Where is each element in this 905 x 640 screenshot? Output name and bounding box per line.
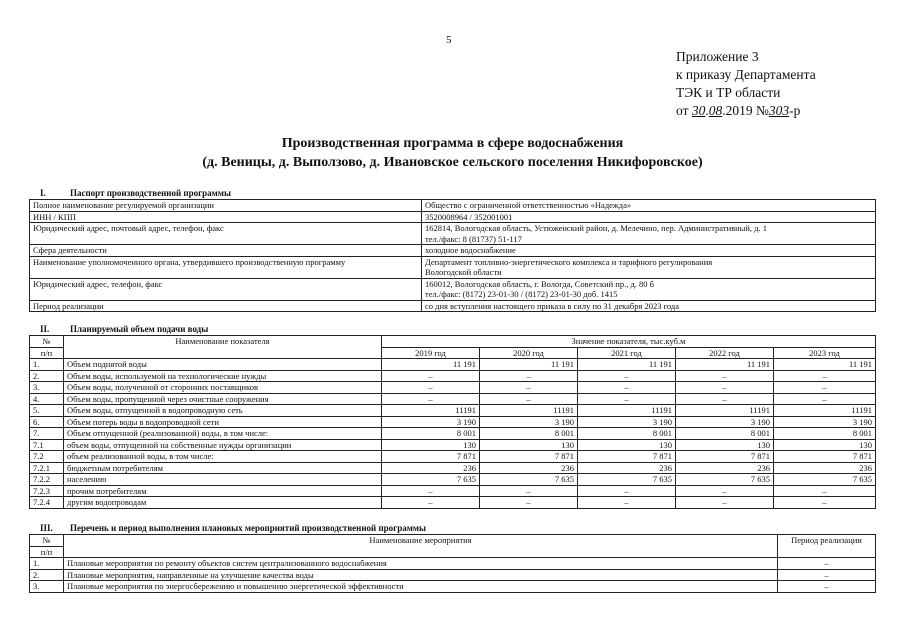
indicator-row: [30, 382, 876, 394]
measure-name: Плановые мероприятия по энергосбережению и повышению энергетической эффективности: [64, 581, 778, 593]
indicator-number: 7.: [30, 428, 64, 440]
section1-title: Паспорт производственной программы: [70, 188, 231, 198]
indicator-value: 8 001: [578, 428, 676, 440]
indicator-value: 11191: [774, 405, 876, 417]
measure-name: Плановые мероприятия по ремонту объектов систем централизованного водоснабжения: [64, 558, 778, 570]
passport-row: [30, 278, 876, 300]
indicator-number: 7.2.1: [30, 462, 64, 474]
indicator-row: [30, 428, 876, 440]
indicator-value: 11 191: [774, 359, 876, 371]
date-day: 30: [691, 103, 706, 118]
year-header: 2023 год: [774, 347, 876, 359]
indicator-value: –: [382, 370, 480, 382]
year-header: 2019 год: [382, 347, 480, 359]
passport-value-line2: Вологодской области: [425, 267, 502, 277]
indicator-value: 8 001: [774, 428, 876, 440]
passport-value: Департамент топливно-энергетического комплекса и тарифного регулирования: [425, 256, 713, 267]
indicator-value: 7 635: [774, 474, 876, 486]
indicator-number: 7.1: [30, 439, 64, 451]
year-header: 2022 год: [676, 347, 774, 359]
passport-row: [30, 300, 876, 312]
indicator-value: 130: [774, 439, 876, 451]
order-suffix: -р: [789, 103, 801, 118]
indicator-number: 7.2: [30, 451, 64, 463]
water-volume-table: [29, 335, 876, 509]
date-month: 08: [708, 103, 723, 118]
indicator-row: [30, 474, 876, 486]
section3-number: III.: [40, 523, 53, 533]
passport-label: Сфера деятельности: [30, 245, 422, 257]
section3-heading: [40, 523, 426, 533]
indicator-row: [30, 416, 876, 428]
indicator-value: 11191: [676, 405, 774, 417]
indicator-value: –: [578, 370, 676, 382]
measures-header-num: №: [30, 535, 64, 547]
indicator-value: 130: [480, 439, 578, 451]
passport-value-line2: тел./факс: (8172) 23-01-30 / (8172) 23-01-30 доб. 1415: [425, 289, 618, 299]
year-header: 2020 год: [480, 347, 578, 359]
indicator-value: 3 190: [774, 416, 876, 428]
measures-header-num-2: п/п: [30, 546, 64, 558]
passport-value: 3520008964 / 352001001: [425, 211, 513, 222]
appendix-line2: к приказу Департамента: [676, 67, 816, 82]
header-num-2: п/п: [30, 347, 64, 359]
indicator-value: 8 001: [676, 428, 774, 440]
passport-value-line2: тел./факс: 8 (81737) 51-117: [425, 233, 522, 244]
passport-table: [29, 199, 876, 312]
indicator-row: [30, 393, 876, 405]
passport-value: Общество с ограниченной ответственностью «Надежда»: [425, 200, 632, 210]
passport-value: 162814, Вологодская область, Устюженский район, д. Мелечино, пер. Административный, д. 1: [425, 223, 768, 233]
indicator-value: 11191: [382, 405, 480, 417]
passport-row: [30, 256, 876, 278]
indicator-value: –: [676, 485, 774, 497]
page-number: 5: [446, 34, 452, 46]
indicator-value: –: [382, 497, 480, 509]
passport-label: Период реализации: [30, 300, 422, 312]
passport-label: ИНН / КПП: [30, 211, 422, 223]
appendix-header: [676, 48, 816, 120]
indicator-value: –: [676, 497, 774, 509]
indicator-name: Объем отпущенной (реализованной) воды, в том числе:: [64, 428, 382, 440]
measure-name: Плановые мероприятия, направленные на улучшение качества воды: [64, 569, 778, 581]
measure-number: 1.: [30, 558, 64, 570]
indicator-number: 3.: [30, 382, 64, 394]
title-line2: (д. Веницы, д. Выползово, д. Ивановское сельского поселения Никифоровское): [202, 155, 703, 170]
indicator-number: 2.: [30, 370, 64, 382]
date-year: .2019 №: [722, 103, 769, 118]
indicator-name: Объем воды, пропущенной через очистные сооружения: [64, 393, 382, 405]
indicator-value: –: [480, 382, 578, 394]
passport-row: [30, 245, 876, 257]
indicator-value: 130: [382, 439, 480, 451]
indicator-value: 8 001: [382, 428, 480, 440]
indicator-value: –: [774, 370, 876, 382]
indicator-value: –: [480, 393, 578, 405]
appendix-line1: Приложение 3: [676, 49, 759, 64]
indicator-value: 11191: [480, 405, 578, 417]
measure-number: 3.: [30, 581, 64, 593]
passport-value-cell: [422, 223, 876, 245]
indicator-row: [30, 370, 876, 382]
indicator-value: –: [578, 485, 676, 497]
passport-label: Юридический адрес, телефон, факс: [30, 278, 422, 300]
indicator-value: 236: [676, 462, 774, 474]
indicator-value: 11 191: [578, 359, 676, 371]
indicator-row: [30, 439, 876, 451]
indicator-value: 236: [578, 462, 676, 474]
indicator-value: 236: [774, 462, 876, 474]
header-indicator-name: Наименование показателя: [64, 336, 382, 359]
passport-value-cell: [422, 200, 876, 212]
indicator-row: [30, 497, 876, 509]
passport-label: Юридический адрес, почтовый адрес, телефон, факс: [30, 223, 422, 245]
passport-row: [30, 223, 876, 245]
indicator-value: 3 190: [382, 416, 480, 428]
section3-title: Перечень и период выполнения плановых мероприятий производственной программы: [70, 523, 427, 533]
passport-value-cell: [422, 278, 876, 300]
indicator-name: Объем воды, используемой на технологические нужды: [64, 370, 382, 382]
indicator-row: [30, 405, 876, 417]
section1-number: I.: [40, 188, 46, 198]
indicator-value: –: [774, 393, 876, 405]
indicator-value: 7 871: [578, 451, 676, 463]
indicator-value: 11 191: [676, 359, 774, 371]
indicator-value: –: [578, 393, 676, 405]
measure-period: –: [778, 581, 876, 593]
measure-row: [30, 581, 876, 593]
indicator-value: –: [774, 497, 876, 509]
indicator-value: 3 190: [676, 416, 774, 428]
indicator-row: [30, 485, 876, 497]
appendix-date-line: [676, 102, 816, 120]
indicator-name: Объем потерь воды в водопроводной сети: [64, 416, 382, 428]
indicator-number: 7.2.3: [30, 485, 64, 497]
indicator-value: –: [480, 485, 578, 497]
indicator-number: 7.2.2: [30, 474, 64, 486]
indicator-value: 3 190: [578, 416, 676, 428]
passport-label: Полное наименование регулируемой организации: [30, 200, 422, 212]
indicator-value: –: [480, 497, 578, 509]
header-num: №: [30, 336, 64, 348]
measures-header-name: Наименование мероприятия: [64, 535, 778, 558]
measure-number: 2.: [30, 569, 64, 581]
indicator-value: 7 871: [676, 451, 774, 463]
indicator-value: –: [382, 485, 480, 497]
indicator-value: 7 871: [382, 451, 480, 463]
indicator-value: –: [382, 393, 480, 405]
passport-value-cell: [422, 211, 876, 223]
indicator-value: 11 191: [480, 359, 578, 371]
section1-heading: [40, 188, 231, 198]
indicator-value: –: [578, 382, 676, 394]
indicator-value: 8 001: [480, 428, 578, 440]
indicator-value: 7 635: [578, 474, 676, 486]
indicator-row: [30, 462, 876, 474]
indicator-name: Объем поднятой воды: [64, 359, 382, 371]
indicator-value: –: [676, 382, 774, 394]
indicator-row: [30, 359, 876, 371]
date-prefix: от: [676, 103, 692, 118]
indicator-value: –: [676, 370, 774, 382]
indicator-value: –: [774, 382, 876, 394]
indicator-number: 6.: [30, 416, 64, 428]
passport-value-cell: [422, 256, 876, 278]
indicator-name: объем реализованной воды, в том числе:: [64, 451, 382, 463]
measure-row: [30, 569, 876, 581]
indicator-name: другим водопроводам: [64, 497, 382, 509]
measure-row: [30, 558, 876, 570]
measure-period: –: [778, 558, 876, 570]
indicator-value: 130: [676, 439, 774, 451]
indicator-value: 7 871: [774, 451, 876, 463]
measures-header-period: Период реализации: [778, 535, 876, 558]
indicator-value: –: [774, 485, 876, 497]
indicator-name: населению: [64, 474, 382, 486]
passport-value: со дня вступления настоящего приказа в силу по 31 декабря 2023 года: [425, 300, 679, 311]
header-values: Значение показателя, тыс.куб.м: [382, 336, 876, 348]
indicator-number: 4.: [30, 393, 64, 405]
indicator-value: –: [480, 370, 578, 382]
indicator-value: 7 871: [480, 451, 578, 463]
indicator-value: 7 635: [676, 474, 774, 486]
indicator-value: 7 635: [480, 474, 578, 486]
section2-title: Планируемый объем подачи воды: [70, 324, 209, 334]
indicator-value: 7 635: [382, 474, 480, 486]
indicator-value: 130: [578, 439, 676, 451]
indicator-row: [30, 451, 876, 463]
section2-number: II.: [40, 324, 50, 334]
date-sep: .: [705, 103, 709, 118]
measure-period: –: [778, 569, 876, 581]
section2-heading: [40, 324, 208, 334]
indicator-value: –: [676, 393, 774, 405]
indicator-name: бюджетным потребителям: [64, 462, 382, 474]
appendix-line3: ТЭК и ТР области: [676, 85, 781, 100]
passport-row: [30, 200, 876, 212]
indicator-value: 3 190: [480, 416, 578, 428]
indicator-value: 236: [480, 462, 578, 474]
order-number: 303: [768, 103, 790, 118]
indicator-number: 5.: [30, 405, 64, 417]
passport-row: [30, 211, 876, 223]
document-title: [0, 134, 905, 172]
passport-value: холодное водоснабжение: [425, 245, 516, 255]
indicator-value: 11 191: [382, 359, 480, 371]
measures-table: [29, 534, 876, 593]
passport-value: 160012, Вологодская область, г. Вологда, Советский пр., д. 80 б: [425, 278, 655, 289]
indicator-value: –: [578, 497, 676, 509]
indicator-value: –: [382, 382, 480, 394]
indicator-name: Объем воды, отпущенной в водопроводную сеть: [64, 405, 382, 417]
indicator-name: прочим потребителям: [64, 485, 382, 497]
indicator-name: Объем воды, полученной от сторонних поставщиков: [64, 382, 382, 394]
passport-value-cell: [422, 245, 876, 257]
passport-value-cell: [422, 300, 876, 312]
indicator-number: 7.2.4: [30, 497, 64, 509]
indicator-value: 11191: [578, 405, 676, 417]
indicator-number: 1.: [30, 359, 64, 371]
year-header: 2021 год: [578, 347, 676, 359]
passport-label: Наименование уполномоченного органа, утвердившего производственную программу: [30, 256, 422, 278]
indicator-name: объем воды, отпущенной на собственные нужды организации: [64, 439, 382, 451]
title-line1: Производственная программа в сфере водоснабжения: [281, 136, 624, 151]
indicator-value: 236: [382, 462, 480, 474]
